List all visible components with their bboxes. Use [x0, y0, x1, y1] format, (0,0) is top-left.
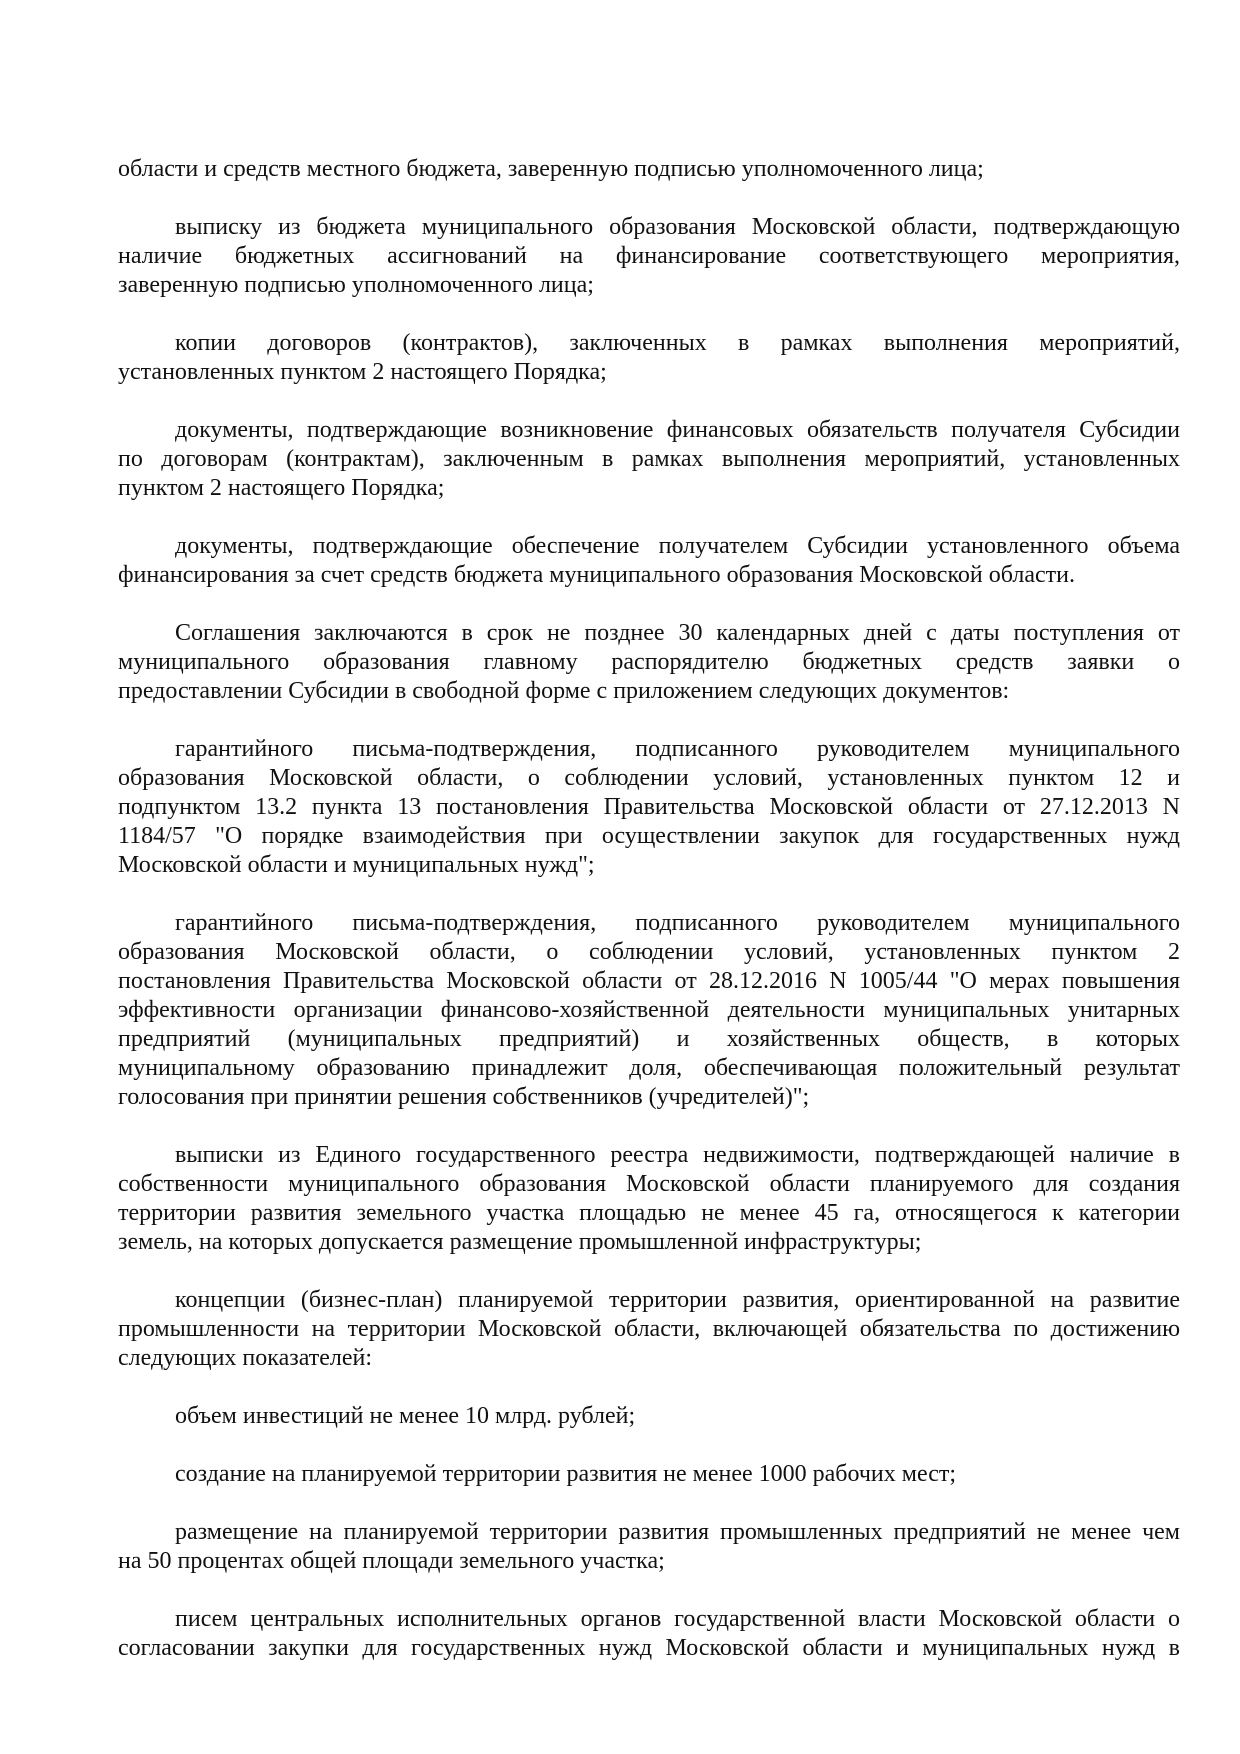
text-line: на 50 процентах общей площади земельного участка;: [118, 1548, 665, 1574]
text-line: установленных пунктом 2 настоящего Порядка;: [118, 359, 607, 385]
text-line: документы, подтверждающие возникновение финансовых обязательств получателя Субсидии: [175, 417, 1180, 443]
text-line: финансирования за счет средств бюджета муниципального образования Московской области.: [118, 562, 1075, 588]
text-line: образования Московской области, о соблюдении условий, установленных пунктом 12 и: [118, 765, 1180, 791]
text-line: создание на планируемой территории развития не менее 1000 рабочих мест;: [175, 1461, 957, 1487]
text-line: выписки из Единого государственного реестра недвижимости, подтверждающей наличие в: [175, 1142, 1180, 1168]
text-line: подпунктом 13.2 пункта 13 постановления Правительства Московской области от 27.12.2013 N: [118, 794, 1180, 820]
text-line: территории развития земельного участка площадью не менее 45 га, относящегося к категории: [118, 1200, 1180, 1226]
text-line: следующих показателей:: [118, 1345, 373, 1371]
text-line: Московской области и муниципальных нужд";: [118, 852, 595, 878]
paragraph: [118, 1518, 1180, 1576]
text-line: документы, подтверждающие обеспечение получателем Субсидии установленного объема: [175, 533, 1180, 559]
paragraph: [118, 1460, 1180, 1489]
document-page: [118, 155, 1180, 1692]
text-line: копии договоров (контрактов), заключенных в рамках выполнения мероприятий,: [175, 330, 1180, 356]
paragraph: [118, 909, 1180, 1112]
text-line: образования Московской области, о соблюдении условий, установленных пунктом 2: [118, 939, 1180, 965]
text-line: писем центральных исполнительных органов государственной власти Московской области о: [175, 1606, 1180, 1632]
text-line: муниципальному образованию принадлежит доля, обеспечивающая положительный результат: [118, 1055, 1180, 1081]
text-line: предприятий (муниципальных предприятий) и хозяйственных обществ, в которых: [118, 1026, 1180, 1052]
text-line: эффективности организации финансово-хозяйственной деятельности муниципальных унитарных: [118, 997, 1180, 1023]
paragraph: [118, 213, 1180, 300]
paragraph: [118, 329, 1180, 387]
paragraph: [118, 1286, 1180, 1373]
text-line: по договорам (контрактам), заключенным в рамках выполнения мероприятий, установленных: [118, 446, 1180, 472]
text-line: согласовании закупки для государственных нужд Московской области и муниципальных нужд в: [118, 1635, 1180, 1661]
text-line: предоставлении Субсидии в свободной форме с приложением следующих документов:: [118, 678, 1010, 704]
paragraph: [118, 1141, 1180, 1257]
text-line: гарантийного письма-подтверждения, подписанного руководителем муниципального: [175, 736, 1180, 762]
text-line: пунктом 2 настоящего Порядка;: [118, 475, 445, 501]
text-line: 1184/57 "О порядке взаимодействия при осуществлении закупок для государственных нужд: [118, 823, 1180, 849]
text-line: области и средств местного бюджета, заверенную подписью уполномоченного лица;: [118, 156, 984, 182]
text-line: заверенную подписью уполномоченного лица;: [118, 272, 594, 298]
paragraph: [118, 735, 1180, 880]
paragraph: [118, 416, 1180, 503]
text-line: концепции (бизнес-план) планируемой территории развития, ориентированной на развитие: [175, 1287, 1180, 1313]
text-line: Соглашения заключаются в срок не позднее 30 календарных дней с даты поступления от: [175, 620, 1180, 646]
text-line: гарантийного письма-подтверждения, подписанного руководителем муниципального: [175, 910, 1180, 936]
text-line: объем инвестиций не менее 10 млрд. рублей;: [175, 1403, 636, 1429]
paragraph: [118, 619, 1180, 706]
paragraph: [118, 1402, 1180, 1431]
text-line: голосования при принятии решения собственников (учредителей)";: [118, 1084, 810, 1110]
paragraph: [118, 532, 1180, 590]
text-line: постановления Правительства Московской области от 28.12.2016 N 1005/44 "О мерах повышения: [118, 968, 1180, 994]
text-line: промышленности на территории Московской области, включающей обязательства по достижению: [118, 1316, 1180, 1342]
text-line: собственности муниципального образования Московской области планируемого для создания: [118, 1171, 1180, 1197]
text-line: муниципального образования главному распорядителю бюджетных средств заявки о: [118, 649, 1180, 675]
paragraph: [118, 155, 1180, 184]
paragraph: [118, 1605, 1180, 1663]
text-line: размещение на планируемой территории развития промышленных предприятий не менее чем: [175, 1519, 1180, 1545]
text-line: выписку из бюджета муниципального образования Московской области, подтверждающую: [175, 214, 1180, 240]
text-line: земель, на которых допускается размещение промышленной инфраструктуры;: [118, 1229, 922, 1255]
text-line: наличие бюджетных ассигнований на финансирование соответствующего мероприятия,: [118, 243, 1180, 269]
